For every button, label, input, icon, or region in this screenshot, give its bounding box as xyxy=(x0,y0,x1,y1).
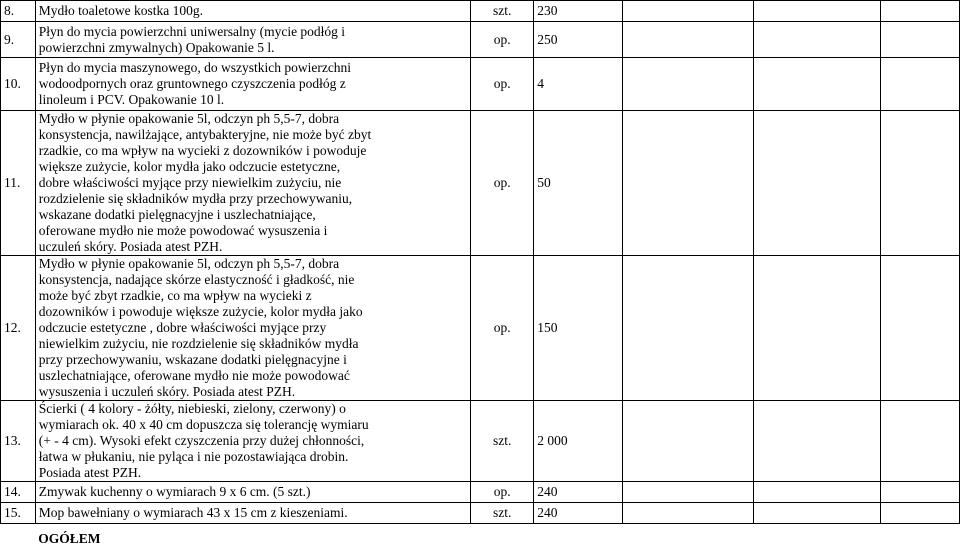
total-unit-empty xyxy=(471,524,534,554)
row-quantity: 230 xyxy=(534,1,623,22)
row-value xyxy=(753,1,880,22)
row-number: 10. xyxy=(1,58,36,111)
row-unit-price xyxy=(623,22,753,58)
table-row xyxy=(1,22,960,58)
row-quantity: 50 xyxy=(534,111,623,256)
row-value xyxy=(753,22,880,58)
row-quantity: 250 xyxy=(534,22,623,58)
row-unit-price xyxy=(623,503,753,524)
table-row xyxy=(1,1,960,22)
row-unit-price xyxy=(623,256,753,401)
row-quantity: 240 xyxy=(534,482,623,503)
row-number: 8. xyxy=(1,1,36,22)
row-value xyxy=(753,256,880,401)
row-unit: szt. xyxy=(471,401,534,482)
row-extra xyxy=(880,503,959,524)
row-extra xyxy=(880,111,959,256)
row-description: Zmywak kuchenny o wymiarach 9 x 6 cm. (5 szt.) xyxy=(35,482,471,503)
row-unit: op. xyxy=(471,22,534,58)
row-description: Mop bawełniany o wymiarach 43 x 15 cm z kieszeniami. xyxy=(35,503,471,524)
row-description: Płyn do mycia powierzchni uniwersalny (mycie podłóg i powierzchni zmywalnych) Opakowanie 5 l. xyxy=(35,22,471,58)
total-price-empty xyxy=(623,524,753,554)
row-quantity: 4 xyxy=(534,58,623,111)
row-unit-price xyxy=(623,401,753,482)
row-number: 11. xyxy=(1,111,36,256)
row-unit: op. xyxy=(471,256,534,401)
total-row xyxy=(1,524,960,554)
row-description: Mydło toaletowe kostka 100g. xyxy=(35,1,471,22)
row-description: Ścierki ( 4 kolory - żółty, niebieski, zielony, czerwony) o wymiarach ok. 40 x 40 cm dopuszcza się tolerancję wymiaru (+ - 4 cm). Wysoki efekt czyszczenia przy dużej chłonności, łatwa w płukaniu, nie pyląca i nie pozostawiająca drobin. Posiada atest PZH. xyxy=(35,401,471,482)
row-extra xyxy=(880,1,959,22)
row-extra xyxy=(880,58,959,111)
row-extra xyxy=(880,482,959,503)
row-unit: szt. xyxy=(471,503,534,524)
row-value xyxy=(753,401,880,482)
row-unit: op. xyxy=(471,58,534,111)
total-label: OGÓŁEM xyxy=(38,530,101,546)
row-unit-price xyxy=(623,1,753,22)
row-unit-price xyxy=(623,58,753,111)
row-unit-price xyxy=(623,111,753,256)
row-extra xyxy=(880,256,959,401)
row-quantity: 150 xyxy=(534,256,623,401)
table-row xyxy=(1,503,960,524)
table-row xyxy=(1,256,960,401)
row-description: Płyn do mycia maszynowego, do wszystkich powierzchni wodoodpornych oraz gruntownego czyszczenia podłóg z linoleum i PCV. Opakowanie 10 l. xyxy=(35,58,471,111)
row-extra xyxy=(880,401,959,482)
row-unit: op. xyxy=(471,111,534,256)
table-row xyxy=(1,58,960,111)
row-unit-price xyxy=(623,482,753,503)
row-number: 12. xyxy=(1,256,36,401)
row-value xyxy=(753,482,880,503)
row-number: 13. xyxy=(1,401,36,482)
row-extra xyxy=(880,22,959,58)
total-spacer xyxy=(1,524,36,554)
row-value xyxy=(753,58,880,111)
row-value xyxy=(753,503,880,524)
table-row xyxy=(1,401,960,482)
row-quantity: 240 xyxy=(534,503,623,524)
row-unit: op. xyxy=(471,482,534,503)
total-extra-empty xyxy=(880,524,959,554)
row-unit: szt. xyxy=(471,1,534,22)
table-row xyxy=(1,111,960,256)
row-description: Mydło w płynie opakowanie 5l, odczyn ph 5,5-7, dobra konsystencja, nawilżające, antybakteryjne, nie może być zbyt rzadkie, co ma wpływ na wycieki z dozowników i powoduje większe zużycie, kolor mydła jako odczucie estetyczne, dobre właściwości myjące przy niewielkim zużyciu, nie rozdzielenie się składników mydła przy przechowywaniu, wskazane dodatki pielęgnacyjne i uszlechatniające, oferowane mydło nie może powodować wysuszenia i uczuleń skóry. Posiada atest PZH. xyxy=(35,111,471,256)
table-row xyxy=(1,482,960,503)
row-value xyxy=(753,111,880,256)
row-number: 15. xyxy=(1,503,36,524)
total-qty-empty xyxy=(534,524,623,554)
row-description: Mydło w płynie opakowanie 5l, odczyn ph 5,5-7, dobra konsystencja, nadające skórze elastyczność i gładkość, nie może być zbyt rzadkie, co ma wpływ na wycieki z dozowników i powoduje większe zużycie, kolor mydła jako odczucie estetyczne , dobre właściwości myjące przy niewielkim zużyciu, nie rozdzielenie się składników mydła przy przechowywaniu, wskazane dodatki pielęgnacyjne i uszlechatniające, oferowane mydło nie może powodować wysuszenia i uczuleń skóry. Posiada atest PZH. xyxy=(35,256,471,401)
row-number: 14. xyxy=(1,482,36,503)
total-value-empty xyxy=(753,524,880,554)
row-number: 9. xyxy=(1,22,36,58)
row-quantity: 2 000 xyxy=(534,401,623,482)
